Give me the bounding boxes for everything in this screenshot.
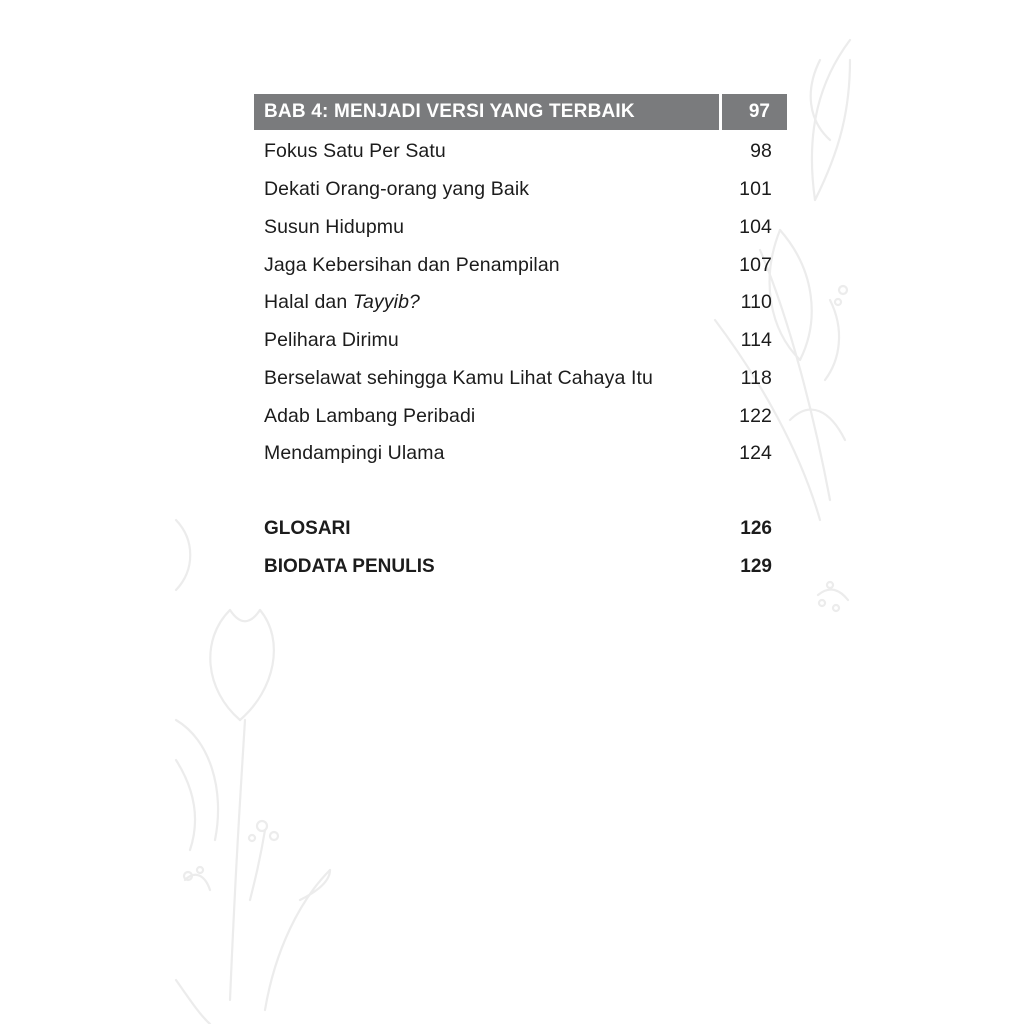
back-matter-entry-biodata[interactable]	[264, 548, 772, 586]
toc-entry-page: 114	[740, 329, 772, 352]
back-matter-entry-glosari[interactable]	[264, 510, 772, 548]
toc-entry[interactable]	[264, 322, 772, 360]
toc-entry-title: Berselawat sehingga Kamu Lihat Cahaya Itu	[264, 366, 653, 389]
toc-entry-page: 124	[739, 442, 772, 465]
toc-entry[interactable]	[264, 209, 772, 247]
toc-entry-title: Susun Hidupmu	[264, 215, 405, 238]
chapter-header[interactable]	[254, 94, 787, 130]
toc-entry-title: Jaga Kebersihan dan Penampilan	[264, 253, 560, 276]
toc-entry[interactable]	[264, 284, 772, 322]
back-matter-page: 129	[740, 556, 772, 577]
back-matter-page: 126	[740, 518, 772, 539]
toc-entry-page: 107	[739, 253, 772, 276]
toc-entry-page: 98	[750, 140, 772, 163]
toc-entry-page: 104	[739, 215, 772, 238]
toc-entry-page: 122	[739, 404, 772, 427]
toc-entries	[264, 133, 772, 473]
chapter-title: BAB 4: MENJADI VERSI YANG TERBAIK	[254, 94, 719, 130]
toc-entry[interactable]	[264, 435, 772, 473]
back-matter-title: BIODATA PENULIS	[264, 556, 435, 577]
toc-entry-page: 118	[740, 366, 772, 389]
toc-entry[interactable]	[264, 360, 772, 398]
toc-entry[interactable]	[264, 246, 772, 284]
toc-entry-page: 101	[739, 178, 772, 201]
back-matter-entries	[264, 510, 772, 586]
back-matter-title: GLOSARI	[264, 518, 351, 539]
chapter-page-number: 97	[722, 94, 787, 130]
toc-entry[interactable]	[264, 397, 772, 435]
toc-entry-title-italic: Tayyib?	[352, 291, 421, 314]
toc-entry-title	[264, 291, 420, 314]
toc-entry-title: Adab Lambang Peribadi	[264, 404, 476, 427]
toc-entry-title: Dekati Orang-orang yang Baik	[264, 178, 530, 201]
toc-entry-title-prefix: Halal dan	[264, 291, 353, 314]
toc-entry-title: Mendampingi Ulama	[264, 442, 445, 465]
toc-entry-title: Pelihara Dirimu	[264, 329, 399, 352]
toc-entry[interactable]	[264, 133, 772, 171]
toc-entry-page: 110	[740, 291, 772, 314]
toc-entry[interactable]	[264, 171, 772, 209]
toc-entry-title: Fokus Satu Per Satu	[264, 140, 446, 163]
